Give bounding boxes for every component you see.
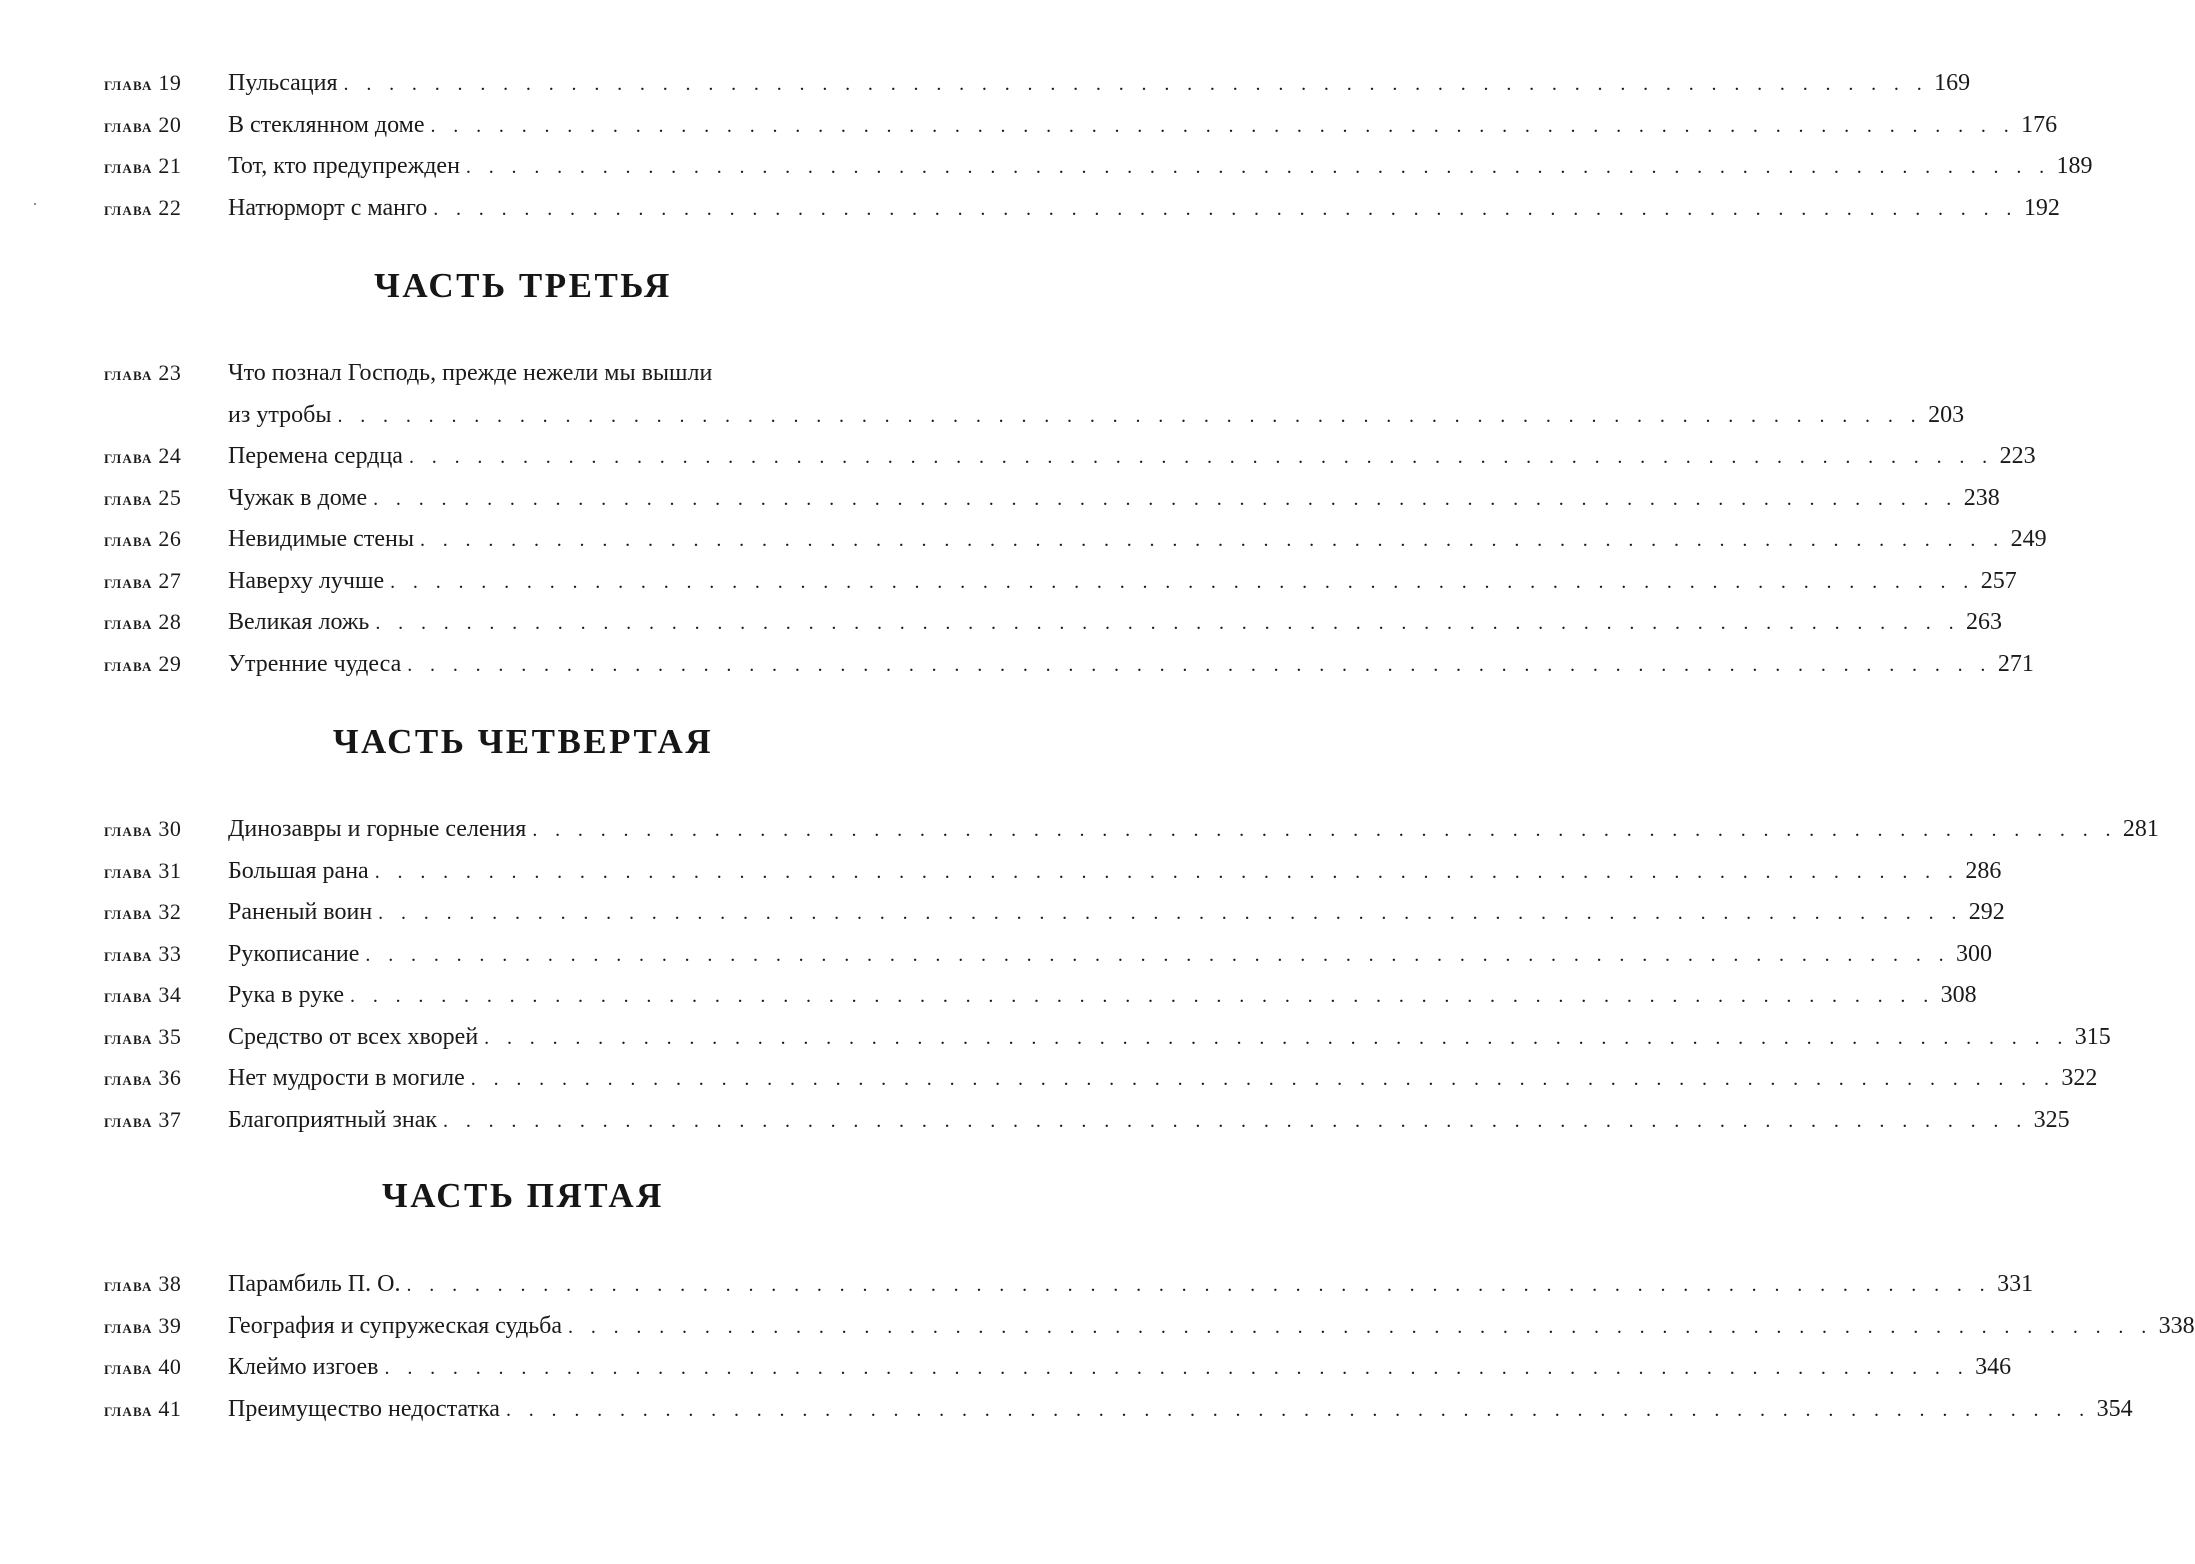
scan-speck <box>34 203 36 205</box>
part-four-heading-wrap <box>104 722 942 762</box>
toc-entry[interactable] <box>104 477 2000 519</box>
chapter-title: Наверху лучше <box>228 561 390 603</box>
page-number: 292 <box>1968 899 2005 925</box>
chapter-label: глава 32 <box>104 899 182 924</box>
toc-entry[interactable] <box>104 62 1971 104</box>
chapter-label: глава 33 <box>104 940 182 966</box>
chapter-title: Утренние чудеса <box>228 644 407 686</box>
chapter-title: В стеклянном доме <box>228 105 431 147</box>
chapter-label: глава 30 <box>104 816 182 841</box>
chapter-title: Нет мудрости в могиле <box>228 1058 471 1100</box>
page-number: 263 <box>1965 609 2002 635</box>
chapter-title: Что познал Господь, прежде нежели мы вышли <box>228 360 713 386</box>
chapter-title: Великая ложь <box>228 602 375 644</box>
chapter-label: глава 40 <box>104 1354 182 1379</box>
chapter-label: глава 28 <box>104 609 182 634</box>
dot-leader: . . . . . . . . . . . . . . . . . . . . . . . . . . . . . . . . . . . . . . . . . . . . . . . . . . . . . . . . . . . . . . . . . . . . . . <box>384 1357 1970 1379</box>
chapter-label: глава 37 <box>104 1106 182 1132</box>
page-number: 325 <box>2033 1106 2070 1133</box>
dot-leader: . . . . . . . . . . . . . . . . . . . . . . . . . . . . . . . . . . . . . . . . . . . . . . . . . . . . . . . . . . . . . . . . . . . . . . <box>337 404 1923 427</box>
toc-entry[interactable] <box>104 145 2093 187</box>
dot-leader: . . . . . . . . . . . . . . . . . . . . . . . . . . . . . . . . . . . . . . . . . . . . . . . . . . . . . . . . . . . . . . . . . . . . . . <box>408 446 1994 468</box>
toc-entry[interactable] <box>104 601 2002 643</box>
page-number: 203 <box>1928 401 1965 428</box>
toc-entry[interactable] <box>104 850 2002 892</box>
chapter-title: Благоприятный знак <box>228 1100 443 1142</box>
page-number: 286 <box>1965 857 2002 884</box>
toc-entry[interactable] <box>104 352 1965 435</box>
chapter-label: глава 38 <box>104 1271 182 1296</box>
toc-entry[interactable] <box>104 1346 2012 1388</box>
dot-leader: . . . . . . . . . . . . . . . . . . . . . . . . . . . . . . . . . . . . . . . . . . . . . . . . . . . . . . . . . . . . . . . . . . . . . . <box>350 985 1935 1007</box>
toc-entry[interactable] <box>104 518 2047 560</box>
dot-leader: . . . . . . . . . . . . . . . . . . . . . . . . . . . . . . . . . . . . . . . . . . . . . . . . . . . . . . . . . . . . . . . . . . . . . . <box>433 197 2018 220</box>
chapter-title: Тот, кто предупрежден <box>228 146 466 188</box>
chapter-label: глава 25 <box>104 484 182 510</box>
chapter-label: глава 22 <box>104 194 182 220</box>
page-number: 331 <box>1997 1271 2034 1297</box>
chapter-title: Большая рана <box>228 851 375 893</box>
part-five-heading-wrap <box>104 1176 942 1216</box>
page-number: 257 <box>1980 567 2017 594</box>
page-number: 338 <box>2158 1312 2195 1339</box>
dot-leader: . . . . . . . . . . . . . . . . . . . . . . . . . . . . . . . . . . . . . . . . . . . . . . . . . . . . . . . . . . . . . . . . . . . . . . <box>373 487 1958 510</box>
chapter-label: глава 36 <box>104 1065 182 1090</box>
part-three-heading-wrap <box>104 266 942 306</box>
page-number: 176 <box>2021 111 2058 138</box>
dot-leader: . . . . . . . . . . . . . . . . . . . . . . . . . . . . . . . . . . . . . . . . . . . . . . . . . . . . . . . . . . . . . . . . . . . . . . <box>407 653 1992 676</box>
chapter-label: глава 23 <box>104 360 182 385</box>
chapter-label: глава 21 <box>104 153 182 178</box>
page-number: 238 <box>1963 484 2000 511</box>
page-number: 249 <box>2010 526 2047 552</box>
chapter-title: Натюрморт с манго <box>228 188 433 230</box>
dot-leader: . . . . . . . . . . . . . . . . . . . . . . . . . . . . . . . . . . . . . . . . . . . . . . . . . . . . . . . . . . . . . . . . . . . . . . <box>443 1109 2028 1132</box>
page-number: 308 <box>1940 982 1977 1008</box>
page-number: 346 <box>1975 1354 2012 1380</box>
chapter-label: глава 26 <box>104 526 182 551</box>
chapter-title: География и супружеская судьба <box>228 1306 568 1348</box>
part-heading: ЧАСТЬ ПЯТАЯ <box>382 1176 664 1215</box>
chapter-label: глава 39 <box>104 1312 182 1338</box>
chapter-title: Клеймо изгоев <box>228 1347 385 1389</box>
toc-group-top <box>104 62 2093 228</box>
toc-entry[interactable] <box>104 891 2005 933</box>
toc-entry[interactable] <box>104 808 2159 850</box>
chapter-title: Чужак в доме <box>228 478 373 520</box>
chapter-label: глава 35 <box>104 1023 182 1049</box>
part-heading: ЧАСТЬ ЧЕТВЕРТАЯ <box>332 722 714 761</box>
page-number: 169 <box>1934 70 1971 96</box>
dot-leader: . . . . . . . . . . . . . . . . . . . . . . . . . . . . . . . . . . . . . . . . . . . . . . . . . . . . . . . . . . . . . . . . . . . . . . <box>470 1068 2056 1090</box>
dot-leader: . . . . . . . . . . . . . . . . . . . . . . . . . . . . . . . . . . . . . . . . . . . . . . . . . . . . . . . . . . . . . . . . . . . . . . <box>430 114 2016 137</box>
page-number: 315 <box>2074 1023 2111 1050</box>
dot-leader: . . . . . . . . . . . . . . . . . . . . . . . . . . . . . . . . . . . . . . . . . . . . . . . . . . . . . . . . . . . . . . . . . . . . . . <box>374 860 1960 883</box>
chapter-label: глава 27 <box>104 567 182 593</box>
dot-leader: . . . . . . . . . . . . . . . . . . . . . . . . . . . . . . . . . . . . . . . . . . . . . . . . . . . . . . . . . . . . . . . . . . . . . . <box>419 529 2005 551</box>
toc-entry[interactable] <box>104 187 2060 229</box>
chapter-label: глава 41 <box>104 1395 182 1421</box>
chapter-label: глава 29 <box>104 650 182 676</box>
chapter-title: Средство от всех хворей <box>228 1017 484 1059</box>
chapter-label: глава 34 <box>104 982 182 1007</box>
chapter-title: Невидимые стены <box>228 519 420 561</box>
chapter-label: глава 19 <box>104 70 182 95</box>
dot-leader: . . . . . . . . . . . . . . . . . . . . . . . . . . . . . . . . . . . . . . . . . . . . . . . . . . . . . . . . . . . . . . . . . . . . . . <box>365 943 1951 966</box>
dot-leader: . . . . . . . . . . . . . . . . . . . . . . . . . . . . . . . . . . . . . . . . . . . . . . . . . . . . . . . . . . . . . . . . . . . . . . <box>505 1398 2091 1421</box>
toc-group-part3 <box>104 352 2047 684</box>
dot-leader: . . . . . . . . . . . . . . . . . . . . . . . . . . . . . . . . . . . . . . . . . . . . . . . . . . . . . . . . . . . . . . . . . . . . . . <box>532 819 2117 841</box>
chapter-label: глава 24 <box>104 443 182 468</box>
chapter-title-continued: из утробы <box>228 395 337 437</box>
page-number: 300 <box>1956 940 1993 967</box>
chapter-title: Парамбиль П. О. <box>228 1264 406 1306</box>
chapter-title: Перемена сердца <box>228 436 409 478</box>
chapter-label: глава 31 <box>104 857 182 883</box>
chapter-title: Преимущество недостатка <box>228 1389 506 1431</box>
toc-entry[interactable] <box>104 560 2017 602</box>
chapter-title: Пульсация <box>228 63 344 105</box>
page-number: 281 <box>2122 816 2159 842</box>
chapter-label: глава 20 <box>104 111 182 137</box>
toc-entry[interactable] <box>104 1388 2133 1430</box>
page-number: 354 <box>2096 1395 2133 1422</box>
toc-entry[interactable] <box>104 435 2036 477</box>
page-number: 322 <box>2061 1065 2098 1091</box>
chapter-title: Динозавры и горные селения <box>228 809 532 851</box>
dot-leader: . . . . . . . . . . . . . . . . . . . . . . . . . . . . . . . . . . . . . . . . . . . . . . . . . . . . . . . . . . . . . . . . . . . . . . <box>378 902 1963 924</box>
part-heading: ЧАСТЬ ТРЕТЬЯ <box>374 266 672 305</box>
toc-entry[interactable] <box>104 1057 2098 1099</box>
toc-entry[interactable] <box>104 104 2058 146</box>
chapter-title: Рукописание <box>228 934 365 976</box>
dot-leader: . . . . . . . . . . . . . . . . . . . . . . . . . . . . . . . . . . . . . . . . . . . . . . . . . . . . . . . . . . . . . . . . . . . . . . <box>484 1026 2069 1049</box>
toc-group-part4 <box>104 808 2159 1140</box>
dot-leader: . . . . . . . . . . . . . . . . . . . . . . . . . . . . . . . . . . . . . . . . . . . . . . . . . . . . . . . . . . . . . . . . . . . . . . <box>390 570 1975 593</box>
dot-leader: . . . . . . . . . . . . . . . . . . . . . . . . . . . . . . . . . . . . . . . . . . . . . . . . . . . . . . . . . . . . . . . . . . . . . . <box>406 1274 1992 1296</box>
toc-group-part5 <box>104 1263 2195 1429</box>
toc-entry[interactable] <box>104 1099 2070 1141</box>
page-number: 192 <box>2023 194 2060 221</box>
toc-entry[interactable] <box>104 1016 2111 1058</box>
page-number: 271 <box>1997 650 2034 677</box>
dot-leader: . . . . . . . . . . . . . . . . . . . . . . . . . . . . . . . . . . . . . . . . . . . . . . . . . . . . . . . . . . . . . . . . . . . . . . <box>465 156 2051 178</box>
toc-entry[interactable] <box>104 974 1977 1016</box>
page-number: 223 <box>1999 443 2036 469</box>
page-number: 189 <box>2056 153 2093 179</box>
toc-entry[interactable] <box>104 933 1993 975</box>
toc-entry[interactable] <box>104 643 2034 685</box>
toc-entry[interactable] <box>104 1263 2034 1305</box>
dot-leader: . . . . . . . . . . . . . . . . . . . . . . . . . . . . . . . . . . . . . . . . . . . . . . . . . . . . . . . . . . . . . . . . . . . . . . <box>343 73 1929 95</box>
chapter-title: Рука в руке <box>228 975 350 1017</box>
chapter-title: Раненый воин <box>228 892 378 934</box>
toc-entry[interactable] <box>104 1305 2195 1347</box>
dot-leader: . . . . . . . . . . . . . . . . . . . . . . . . . . . . . . . . . . . . . . . . . . . . . . . . . . . . . . . . . . . . . . . . . . . . . . <box>568 1315 2153 1338</box>
dot-leader: . . . . . . . . . . . . . . . . . . . . . . . . . . . . . . . . . . . . . . . . . . . . . . . . . . . . . . . . . . . . . . . . . . . . . . <box>375 612 1960 634</box>
